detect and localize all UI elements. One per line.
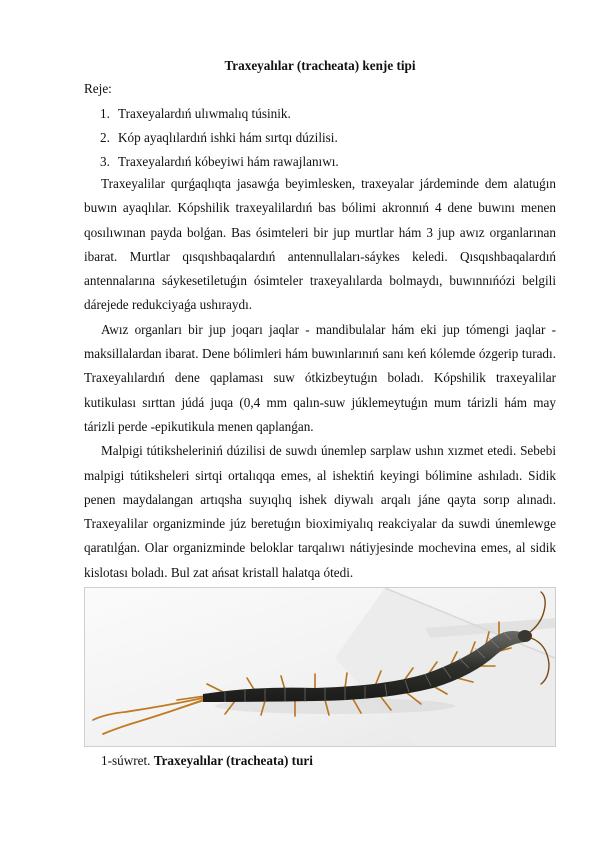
paragraph: Malpigi tútiksheleriniń dúzilisi de suwdı únemlep sarplaw ushın xızmet etedi. Sebebi malpigi tútiksheleri sirtqi ortalıqqa emes, al ishektiń keyingi bólimine ashıladı. Sidik penen maydalangan artıqsha suyıqlıq ishek diywalı arqalı jáne qayta sorıp alınadı. Traxeyalilar organizminde júz beretuǵın bioximiyalıq reakciyalar da suwdi únemlewge qaratılǵan. Olar organizminde beloklar tarqalıwı nátiyjesinde mochevina emes, al sidik kislotası boladı. Bul zat ańsat kristall halatqa ótedi. xyxy=(84,443,556,580)
plan-item xyxy=(84,102,556,126)
plan-item-number: 1. xyxy=(100,106,110,121)
caption-title: Traxeyalılar (tracheata) turi xyxy=(153,753,313,768)
body-text xyxy=(84,172,556,585)
plan-list xyxy=(84,102,556,174)
plan-item xyxy=(84,126,556,150)
plan-item-number: 2. xyxy=(100,130,110,145)
plan-item-text: Traxeyalardıń ulıwmalıq túsinik. xyxy=(118,106,291,121)
plan-label: Reje: xyxy=(84,81,112,96)
centipede-photo-icon xyxy=(85,588,555,746)
centipede-photo xyxy=(84,587,556,747)
figure-caption xyxy=(101,750,313,772)
document-title: Traxeyalılar (tracheata) kenje tipi xyxy=(224,58,416,73)
plan-item-text: Traxeyalardıń kóbeyiwi hám rawajlanıwı. xyxy=(118,154,339,169)
caption-prefix: 1-súwret. xyxy=(101,753,151,768)
paragraph: Awız organları bir jup joqarı jaqlar - mandibulalar hám eki jup tómengi jaqlar - maksillalardan ibarat. Dene bólimleri hám buwınlarınıń sanı keń kólemde ózgerip turadı. Traxeyalılardıń dene qaplaması suw ótkizbeytuǵın boladı. Kópshilik traxeyalilar kutikulası sırttan júdá juqa (0,4 mm qalın-suw júklemeytuǵın mum tárizli hám may tárizli perde -epikutikula menen qaplanǵan. xyxy=(84,321,556,434)
plan-item-number: 3. xyxy=(100,154,110,169)
paragraph: Traxeyalilar qurǵaqlıqta jasawǵa beyimlesken, traxeyalar járdeminde dem alatuǵın buwın ayaqlılar. Kópshilik traxeyalilardıń bas bólimi akronnıń 4 dene buwını menen qosılıwınan payda bolǵan. Bas ósimteleri bir jup murtlar hám 3 jup awız organlarınan ibarat. Murtlar qısqıshbaqalardıń antennullaları-sáykes keledi. Qısqıshbaqalardıń antennalarına sáykesetiletuǵın ósimteler traxeyalılarda bolmaydı, buwınnıńózi belgili dárejede redukciyaǵa ushıraydı. xyxy=(84,176,556,313)
plan-item xyxy=(84,150,556,174)
plan-item-text: Kóp ayaqlılardıń ishki hám sırtqı dúzilisi. xyxy=(118,130,338,145)
